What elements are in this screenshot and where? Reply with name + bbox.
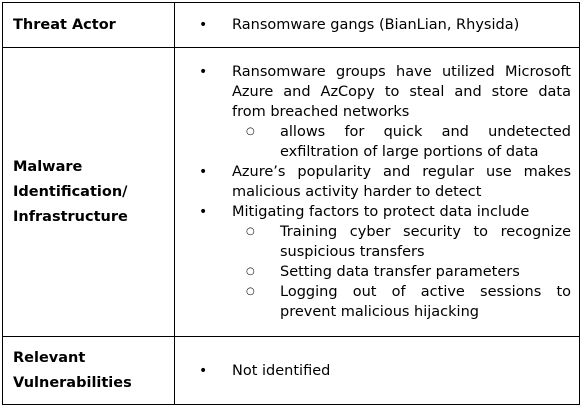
bullet-text: Ransomware groups have utilized Microsoft Azure and AzCopy to steal and store data from breached networks (232, 64, 571, 120)
content-cell (175, 3, 580, 48)
row-label-vulnerabilities (3, 346, 174, 396)
sub-bullet-list (232, 122, 571, 162)
bullet-item: • Not identified (199, 361, 571, 381)
bullet-text: Mitigating factors to protect data include (232, 204, 530, 220)
content-cell (175, 337, 580, 405)
row-label-line: Identification/ (13, 183, 128, 200)
bullet-text: Azure’s popularity and regular use makes malicious activity harder to detect (232, 164, 571, 200)
content-cell (175, 48, 580, 337)
label-cell (3, 337, 175, 405)
row-label-threat-actor: Threat Actor (13, 16, 116, 33)
row-label-line: Vulnerabilities (13, 374, 132, 391)
row-label-malware (3, 155, 174, 230)
bullet-list (175, 62, 579, 322)
bullet-item: • Ransomware gangs (BianLian, Rhysida) (199, 15, 571, 35)
threat-summary-table (2, 2, 580, 405)
sub-bullet-item: ○ allows for quick and undetected exfiltration of large portions of data (246, 122, 571, 162)
bullet-item (199, 62, 571, 162)
table-row-malware (3, 48, 580, 337)
table-row-threat-actor (3, 3, 580, 48)
bullet-list (175, 361, 579, 381)
sub-bullet-list (232, 222, 571, 322)
sub-bullet-item: ○ Setting data transfer parameters (246, 262, 571, 282)
sub-bullet-item: ○ Training cyber security to recognize suspicious transfers (246, 222, 571, 262)
table-row-vulnerabilities (3, 337, 580, 405)
row-label-line: Malware (13, 158, 83, 175)
bullet-item (199, 162, 571, 202)
bullet-item (199, 202, 571, 322)
bullet-list (175, 15, 579, 35)
label-cell (3, 3, 175, 48)
row-label-line: Infrastructure (13, 208, 128, 225)
label-cell (3, 48, 175, 337)
row-label-line: Relevant (13, 349, 86, 366)
sub-bullet-item: ○ Logging out of active sessions to prevent malicious hijacking (246, 282, 571, 322)
